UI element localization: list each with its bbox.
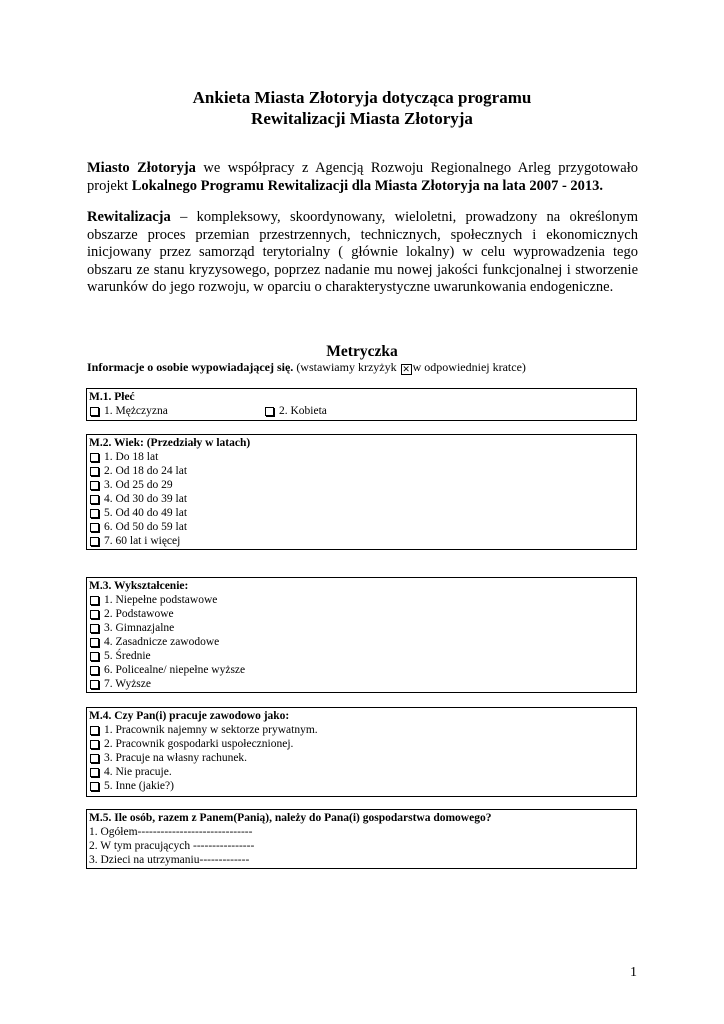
checkbox-icon[interactable] (90, 680, 99, 689)
metryczka-heading: Metryczka (326, 343, 398, 360)
intro-bold-city: Miasto Złotoryja (87, 160, 196, 176)
definition-term: Rewitalizacja (87, 209, 171, 225)
checkbox-icon[interactable] (90, 610, 99, 619)
option-label: 2. Pracownik gospodarki uspołecznionej. (104, 738, 294, 750)
option-row (89, 534, 636, 548)
option-label: 1. Niepełne podstawowe (104, 594, 218, 606)
option-row (89, 450, 636, 464)
checkbox-icon[interactable] (90, 596, 99, 605)
option-label: 2. Od 18 do 24 lat (104, 465, 188, 477)
option-label: 3. Pracuje na własny rachunek. (104, 752, 248, 764)
option-row (89, 723, 636, 737)
option-label: 2. Podstawowe (104, 608, 174, 620)
option-row (89, 593, 636, 607)
option-row (89, 751, 636, 765)
option-label: 6. Od 50 do 59 lat (104, 521, 188, 533)
answer-line[interactable]: 3. Dzieci na utrzymaniu------------- (89, 854, 250, 866)
option-row (89, 520, 636, 534)
option-label: 4. Zasadnicze zawodowe (104, 636, 220, 648)
title-line-2: Rewitalizacji Miasta Złotoryja (251, 109, 473, 128)
info-text-2: w odpowiedniej kratce) (412, 360, 526, 374)
question-m2-title: M.2. Wiek: (Przedziały w latach) (89, 437, 251, 449)
checkbox-icon[interactable] (90, 666, 99, 675)
question-m2 (86, 434, 637, 550)
definition-paragraph (87, 209, 638, 297)
option-row (89, 663, 636, 677)
option-label: 5. Średnie (104, 650, 151, 662)
option-label: 1. Do 18 lat (104, 451, 159, 463)
option-row (89, 779, 636, 793)
checkbox-icon[interactable] (90, 407, 99, 416)
checkbox-icon[interactable] (90, 453, 99, 462)
checkbox-icon[interactable] (90, 754, 99, 763)
intro-text: we współpracy z Agencją Rozwoju Regionalnego Arleg przygotowało projekt (87, 160, 638, 194)
metryczka-info (87, 360, 526, 375)
option-row (89, 478, 636, 492)
option-row (89, 649, 636, 663)
option-label: 3. Od 25 do 29 (104, 479, 173, 491)
option-label: 1. Mężczyzna (104, 405, 168, 417)
checkbox-icon[interactable] (90, 768, 99, 777)
question-m4-title: M.4. Czy Pan(i) pracuje zawodowo jako: (89, 710, 290, 722)
option-label: 7. 60 lat i więcej (104, 535, 181, 547)
option-row (89, 492, 636, 506)
checkbox-icon[interactable] (90, 537, 99, 546)
checkbox-icon[interactable] (90, 740, 99, 749)
info-text-1: (wstawiamy krzyżyk (293, 360, 400, 374)
checkbox-icon[interactable] (90, 782, 99, 791)
intro-bold-program: Lokalnego Programu Rewitalizacji dla Miasta Złotoryja na lata 2007 - 2013. (131, 177, 604, 194)
option-label: 5. Od 40 do 49 lat (104, 507, 188, 519)
option-row (89, 506, 636, 520)
option-label: 4. Od 30 do 39 lat (104, 493, 188, 505)
question-m1-options (89, 404, 636, 418)
option-row (89, 737, 636, 751)
option-label: 4. Nie pracuje. (104, 766, 172, 778)
option-row (89, 677, 636, 691)
question-m1-title: M.1. Płeć (89, 391, 135, 403)
checkbox-icon[interactable] (265, 407, 274, 416)
definition-text: – kompleksowy, skoordynowany, wieloletni, prowadzony na określonym obszarze proces przemian przestrzennych, technicznych, społecznych i ekonomicznych inicjowany przez samorząd terytorialny ( głównie lokalny) w celu wyprowadzenia tego obszaru ze stanu kryzysowego, poprzez nadanie mu nowej jakości funkcjonalnej i stworzenie warunków do jego rozwoju, w oparciu o charakterystyczne uwarunkowania endogeniczne. (87, 209, 638, 296)
question-m5 (86, 809, 637, 869)
title-line-1: Ankieta Miasta Złotoryja dotycząca programu (192, 88, 532, 107)
question-m1 (86, 388, 637, 421)
question-m3 (86, 577, 637, 693)
answer-line[interactable]: 2. W tym pracujących ---------------- (89, 840, 255, 852)
checkbox-icon[interactable] (90, 624, 99, 633)
checkbox-icon[interactable] (90, 638, 99, 647)
option-row (89, 607, 636, 621)
checkbox-icon[interactable] (90, 495, 99, 504)
option-label: 1. Pracownik najemny w sektorze prywatnym. (104, 724, 318, 736)
answer-line[interactable]: 1. Ogółem------------------------------ (89, 826, 253, 838)
option-row (89, 765, 636, 779)
option-row (89, 621, 636, 635)
checkbox-icon[interactable] (90, 652, 99, 661)
checkbox-icon[interactable] (90, 467, 99, 476)
question-m5-title: M.5. Ile osób, razem z Panem(Panią), należy do Pana(i) gospodarstwa domowego? (89, 812, 492, 824)
document-title (0, 87, 724, 129)
page-number: 1 (630, 965, 637, 980)
checkbox-icon[interactable] (90, 726, 99, 735)
option-label: 7. Wyższe (104, 678, 151, 690)
option-row (89, 464, 636, 478)
intro-paragraph (87, 160, 638, 195)
info-bold: Informacje o osobie wypowiadającej się. (87, 360, 294, 374)
checkbox-icon[interactable] (90, 509, 99, 518)
checkbox-icon[interactable] (90, 481, 99, 490)
option-label: 3. Gimnazjalne (104, 622, 175, 634)
option-label: 6. Policealne/ niepełne wyższe (104, 664, 246, 676)
option-row (89, 635, 636, 649)
question-m3-title: M.3. Wykształcenie: (89, 580, 189, 592)
option-label: 5. Inne (jakie?) (104, 780, 174, 792)
checkbox-icon[interactable] (90, 523, 99, 532)
question-m4 (86, 707, 637, 797)
option-label: 2. Kobieta (279, 405, 327, 417)
x-checkbox-icon: ✕ (402, 364, 410, 374)
